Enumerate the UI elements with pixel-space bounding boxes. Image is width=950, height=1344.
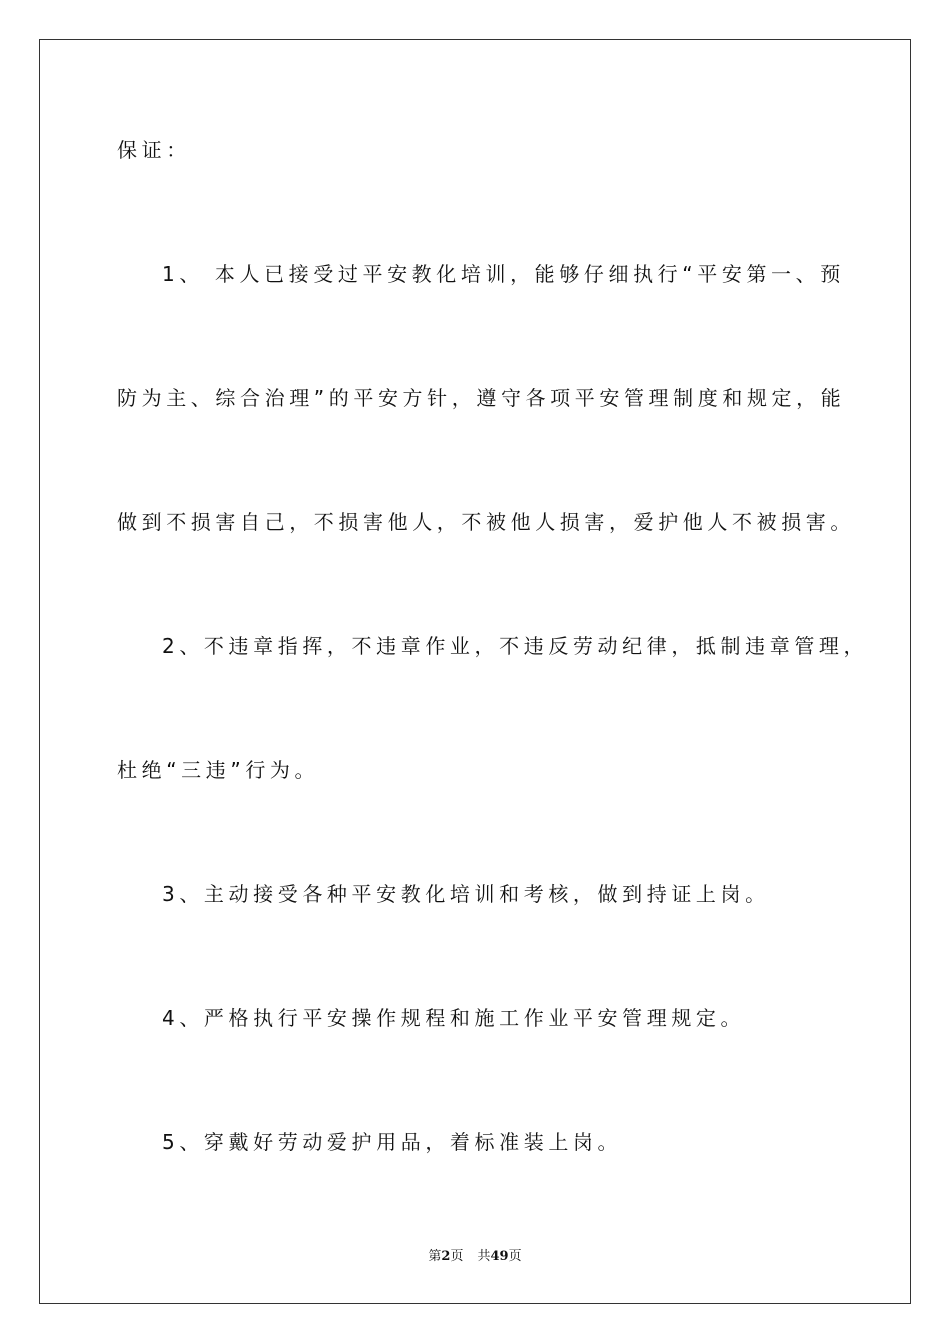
paragraph-line-2: 1、 本人已接受过平安教化培训，能够仔细执行“平安第一、预	[162, 262, 845, 286]
paragraph-line-1: 保证：	[117, 138, 191, 162]
paragraph-line-3: 防为主、综合治理”的平安方针，遵守各项平安管理制度和规定，能	[117, 386, 846, 410]
paragraph-line-5: 2、不违章指挥，不违章作业，不违反劳动纪律，抵制违章管理，	[162, 634, 869, 658]
paragraph-line-6: 杜绝“三违”行为。	[117, 758, 320, 782]
page-suffix: 页	[450, 1249, 464, 1264]
paragraph-line-8: 4、严格执行平安操作规程和施工作业平安管理规定。	[162, 1006, 746, 1030]
paragraph-line-7: 3、主动接受各种平安教化培训和考核，做到持证上岗。	[162, 882, 770, 906]
total-prefix: 共	[477, 1249, 491, 1264]
page-footer	[0, 1248, 950, 1266]
paragraph-line-9: 5、穿戴好劳动爱护用品，着标准装上岗。	[162, 1130, 623, 1154]
total-pages: 49	[490, 1249, 509, 1264]
page-border	[39, 39, 911, 1304]
paragraph-line-4: 做到不损害自己，不损害他人，不被他人损害，爱护他人不被损害。	[117, 510, 855, 534]
total-suffix: 页	[508, 1249, 522, 1264]
page-number: 2	[441, 1249, 451, 1264]
page-prefix: 第	[428, 1249, 442, 1264]
